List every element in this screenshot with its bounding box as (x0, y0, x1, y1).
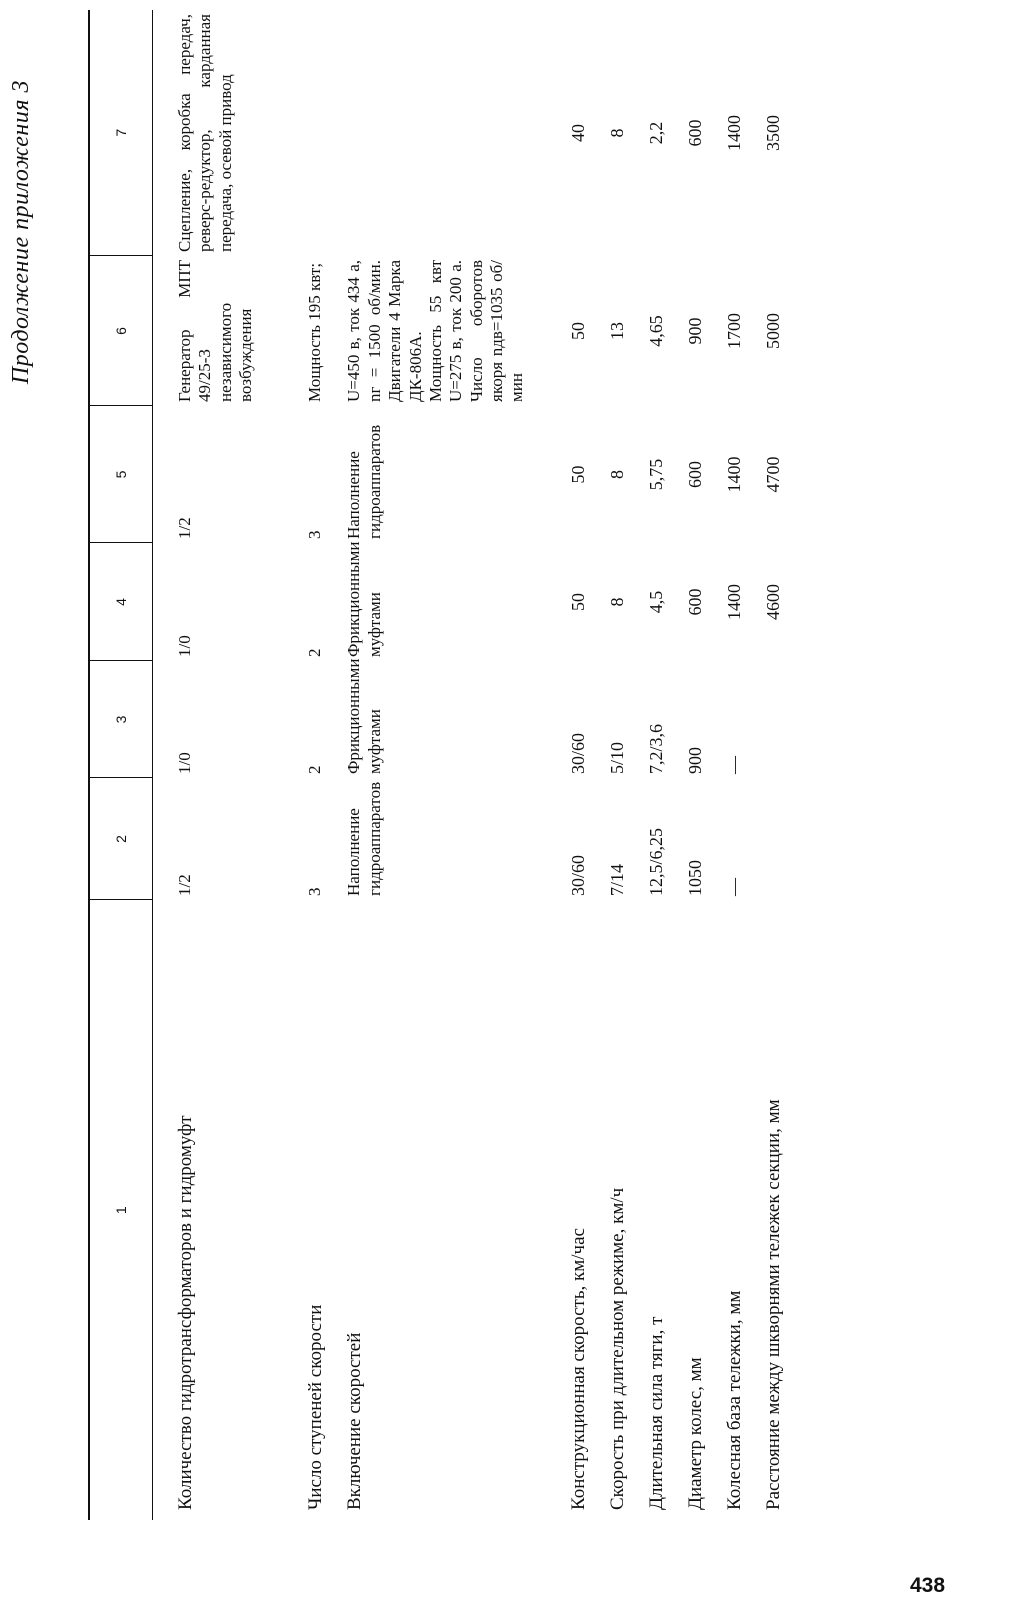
table-cell: 1/0 (175, 635, 194, 657)
table-cell: 8 (607, 470, 628, 479)
column-header: 7 (89, 10, 153, 256)
header-row (89, 10, 153, 1520)
table-cell (260, 10, 331, 256)
table-cell: 600 (685, 461, 706, 488)
table-cell: 2 (304, 648, 324, 657)
table-cell: U=450 в, ток 434 а, nг = 1500 об/мин. Двигатели 4 Марка ДК-806А. Мощность 55 квт U=275 в, ток 200 а. Число оборотов якоря nдв=1035 об/мин (344, 260, 527, 402)
table-cell: 900 (685, 317, 706, 345)
table-cell: 7,2/3,6 (646, 723, 667, 774)
column-header: 6 (89, 256, 153, 406)
row-label: Число ступеней скорости (304, 1304, 326, 1510)
table-row (643, 10, 682, 1520)
table-cell: 8 (607, 128, 628, 138)
table-cell: — (724, 878, 745, 896)
table-cell: 1400 (724, 115, 745, 151)
table-cell: 12,5/6,25 (646, 827, 667, 896)
table-cell: 3 (304, 887, 324, 896)
column-header: 3 (89, 661, 153, 778)
table-cell: 1/0 (175, 752, 194, 774)
table-cell: Фрикционными муфтами (344, 658, 384, 774)
table-cell: 1/2 (175, 517, 194, 539)
row-label: Длительная сила тяги, т (646, 1316, 668, 1510)
table-cell: 3 (304, 530, 324, 539)
table-cell: 50 (568, 322, 589, 340)
table-row (260, 10, 331, 1520)
table-cell: 600 (685, 588, 706, 616)
table-row (721, 10, 760, 1520)
table-cell: — (724, 756, 745, 774)
table-row (330, 10, 565, 1520)
table-row (760, 10, 799, 1520)
table-cell: 4700 (763, 456, 784, 493)
table-cell: 2,2 (646, 121, 667, 145)
table-cell: 5,75 (646, 458, 667, 491)
table-cell: 4600 (763, 584, 784, 620)
table-row (604, 10, 643, 1520)
column-header: 5 (89, 406, 153, 543)
table-cell: Генератор МПТ 49/25-3 независимого возбуждения (175, 260, 256, 402)
running-title: Продолжение приложения 3 (8, 80, 34, 385)
row-label: Расстояние между шкворнями тележек секции, мм (763, 1099, 785, 1510)
row-label: Конструкционная скорость, км/час (568, 1228, 590, 1510)
row-label: Включение скоростей (344, 1332, 366, 1510)
table-cell: 30/60 (568, 854, 589, 896)
table-cell: 1400 (724, 456, 745, 493)
row-label: Скорость при длительном режиме, км/ч (607, 1187, 629, 1510)
table-cell: 30/60 (568, 732, 589, 774)
table-cell: Мощность 195 квт; (304, 262, 324, 402)
table-cell: 8 (607, 597, 628, 607)
table-cell: Наполнение гидроаппаратов (344, 424, 384, 539)
table-row (565, 10, 604, 1520)
table-cell: 600 (685, 119, 706, 147)
table-cell: 5/10 (607, 741, 628, 774)
table-cell: 50 (568, 465, 589, 484)
specs-table (88, 10, 799, 1520)
table-cell (760, 778, 799, 900)
table-row (153, 10, 260, 1520)
table-cell: 1400 (724, 584, 745, 620)
column-header: 1 (89, 900, 153, 1520)
table-cell: 40 (568, 124, 589, 142)
table-cell: 50 (568, 593, 589, 611)
table-cell: Наполнение гидроаппаратов (344, 781, 384, 896)
column-header: 4 (89, 543, 153, 661)
table-cell: Фрикционными муфтами (344, 541, 384, 657)
table-cell: 3500 (763, 115, 784, 151)
row-label: Колесная база тележки, мм (724, 1290, 746, 1510)
table-cell: 5000 (763, 313, 784, 349)
table-cell: 1700 (724, 313, 745, 349)
table-cell: 7/14 (607, 863, 628, 896)
table-cell: 2 (304, 765, 324, 774)
table-cell (760, 661, 799, 778)
table-cell: Сцепление, коробка передач, реверс-редуктор, карданная передача, осевой привод (175, 14, 235, 252)
table-cell: 4,5 (646, 590, 667, 614)
column-header: 2 (89, 778, 153, 900)
page-number: 438 (910, 1574, 946, 1597)
table-cell: 900 (685, 747, 706, 774)
table-row (682, 10, 721, 1520)
row-label: Диаметр колес, мм (685, 1357, 707, 1510)
table-cell: 13 (607, 322, 628, 340)
table-cell: 1050 (685, 860, 706, 896)
row-label: Количество гидротрансформаторов и гидромуфт (175, 1115, 196, 1510)
specs-table-container (88, 10, 908, 1520)
table-cell (330, 10, 565, 256)
table-cell: 1/2 (175, 874, 194, 896)
table-cell: 4,65 (646, 315, 667, 347)
